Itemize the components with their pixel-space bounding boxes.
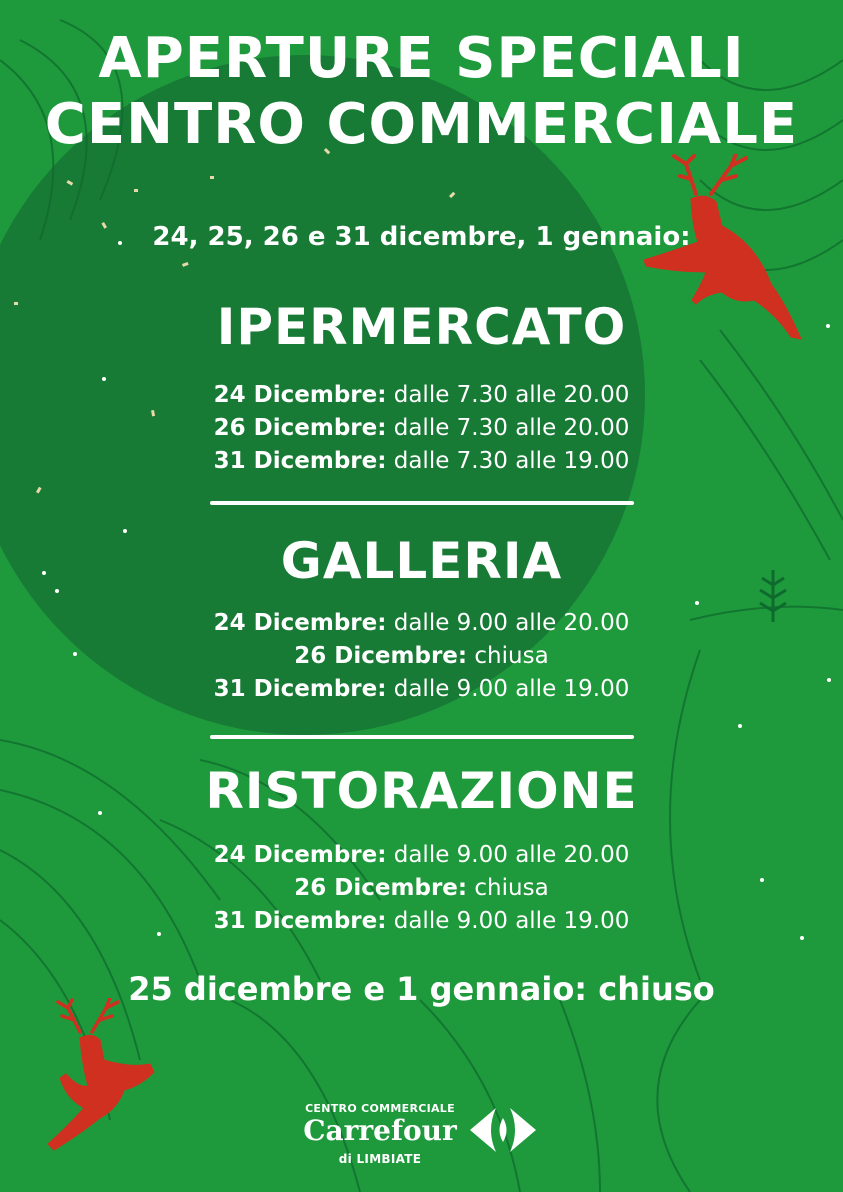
page-title-line1: APERTURE SPECIALI	[98, 26, 745, 91]
section-divider	[210, 501, 634, 505]
hours-row	[0, 380, 843, 410]
hours-row	[0, 446, 843, 476]
hours-row	[0, 873, 843, 903]
hours-row	[0, 906, 843, 936]
hours-time: dalle 7.30 alle 20.00	[393, 415, 630, 441]
hours-time: dalle 9.00 alle 20.00	[393, 610, 630, 636]
hours-time: chiusa	[474, 875, 549, 901]
hours-date: 26 Dicembre:	[294, 875, 468, 901]
hours-time: dalle 9.00 alle 20.00	[393, 842, 630, 868]
carrefour-logo	[300, 1098, 560, 1168]
hours-date: 26 Dicembre:	[213, 415, 387, 441]
hours-time: dalle 9.00 alle 19.00	[393, 908, 630, 934]
carrefour-logo-icon	[466, 1104, 540, 1156]
hours-row	[0, 413, 843, 443]
hours-row	[0, 674, 843, 704]
hours-row	[0, 608, 843, 638]
logo-bottom-text: di LIMBIATE	[338, 1152, 422, 1166]
hours-date: 26 Dicembre:	[294, 643, 468, 669]
hours-time: chiusa	[474, 643, 549, 669]
hours-row	[0, 641, 843, 671]
hours-date: 24 Dicembre:	[213, 842, 387, 868]
section-heading-ristorazione: RISTORAZIONE	[205, 762, 638, 820]
section-divider	[210, 735, 634, 739]
hours-date: 31 Dicembre:	[213, 908, 387, 934]
hours-row	[0, 840, 843, 870]
closed-days-note: 25 dicembre e 1 gennaio: chiuso	[128, 970, 715, 1008]
intro-dates: 24, 25, 26 e 31 dicembre, 1 gennaio:	[152, 222, 691, 252]
hours-date: 31 Dicembre:	[213, 448, 387, 474]
hours-time: dalle 9.00 alle 19.00	[393, 676, 630, 702]
hours-time: dalle 7.30 alle 19.00	[393, 448, 630, 474]
logo-top-text: CENTRO COMMERCIALE	[305, 1102, 455, 1115]
section-heading-ipermercato: IPERMERCATO	[216, 298, 627, 356]
hours-date: 24 Dicembre:	[213, 610, 387, 636]
logo-brand-text: Carrefour	[303, 1114, 457, 1147]
page-title-line2: CENTRO COMMERCIALE	[44, 92, 799, 157]
hours-time: dalle 7.30 alle 20.00	[393, 382, 630, 408]
hours-date: 24 Dicembre:	[213, 382, 387, 408]
section-heading-galleria: GALLERIA	[280, 532, 563, 590]
hours-date: 31 Dicembre:	[213, 676, 387, 702]
